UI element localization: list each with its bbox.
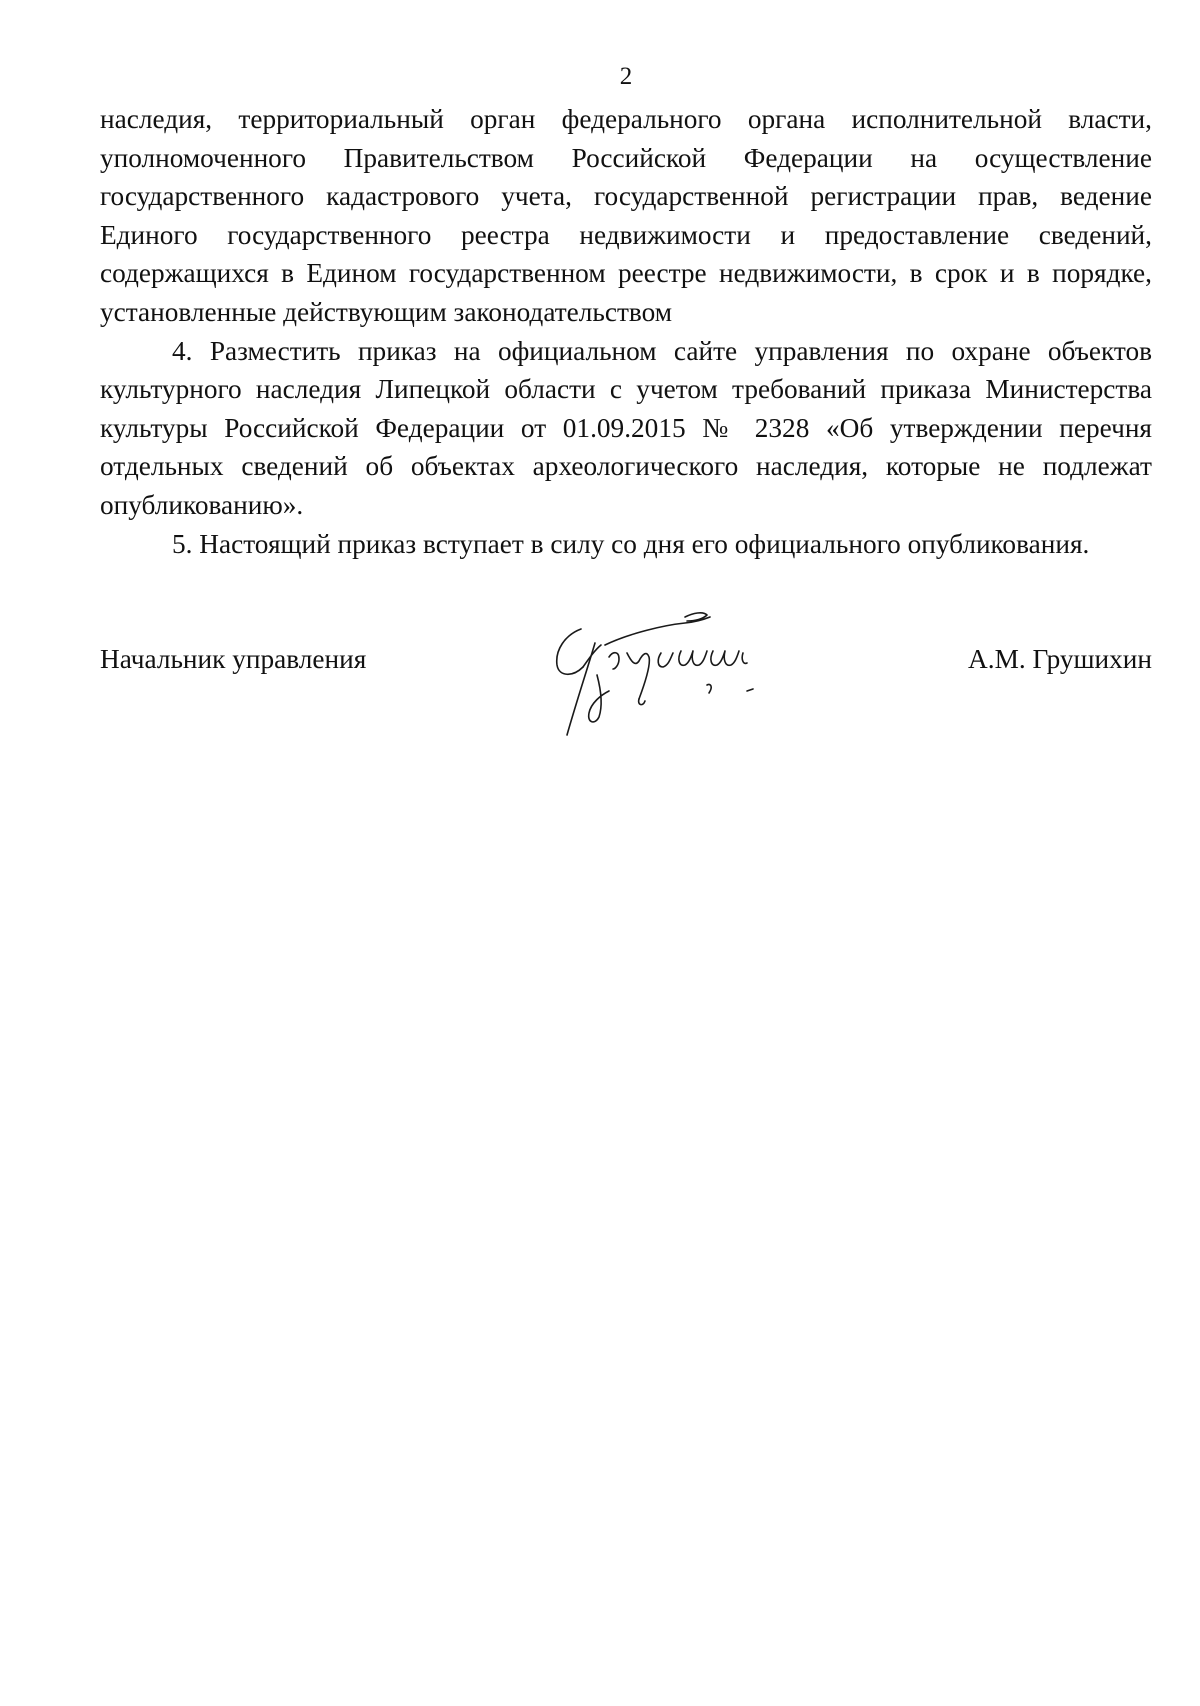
signer-title: Начальник управления: [100, 644, 367, 674]
paragraph-item-4: 4. Разместить приказ на официальном сайте управления по охране объектов культурного наследия Липецкой области с учетом требований приказа Министерства культуры Российской Федерации от 01.09.2015 № 2328 «Об утверждении перечня отдельных сведений об объектах археологического наследия, которые не подлежат опубликованию».: [100, 335, 1152, 520]
paragraph-continuation: наследия, территориальный орган федерального органа исполнительной власти, уполномоченного Правительством Российской Федерации на осуществление государственного кадастрового учета, государственной регистрации прав, ведение Единого государственного реестра недвижимости и предоставление сведений, содержащихся в Едином государственном реестре недвижимости, в срок и в порядке, установленные действующим законодательством: [100, 104, 1152, 327]
document-body: [100, 100, 1152, 563]
signer-name: А.М. Грушихин: [968, 644, 1152, 674]
paragraph-item-5: 5. Настоящий приказ вступает в силу со дня его официального опубликования.: [172, 528, 1090, 559]
page-number: 2: [619, 63, 633, 90]
handwritten-signature: [535, 595, 795, 745]
